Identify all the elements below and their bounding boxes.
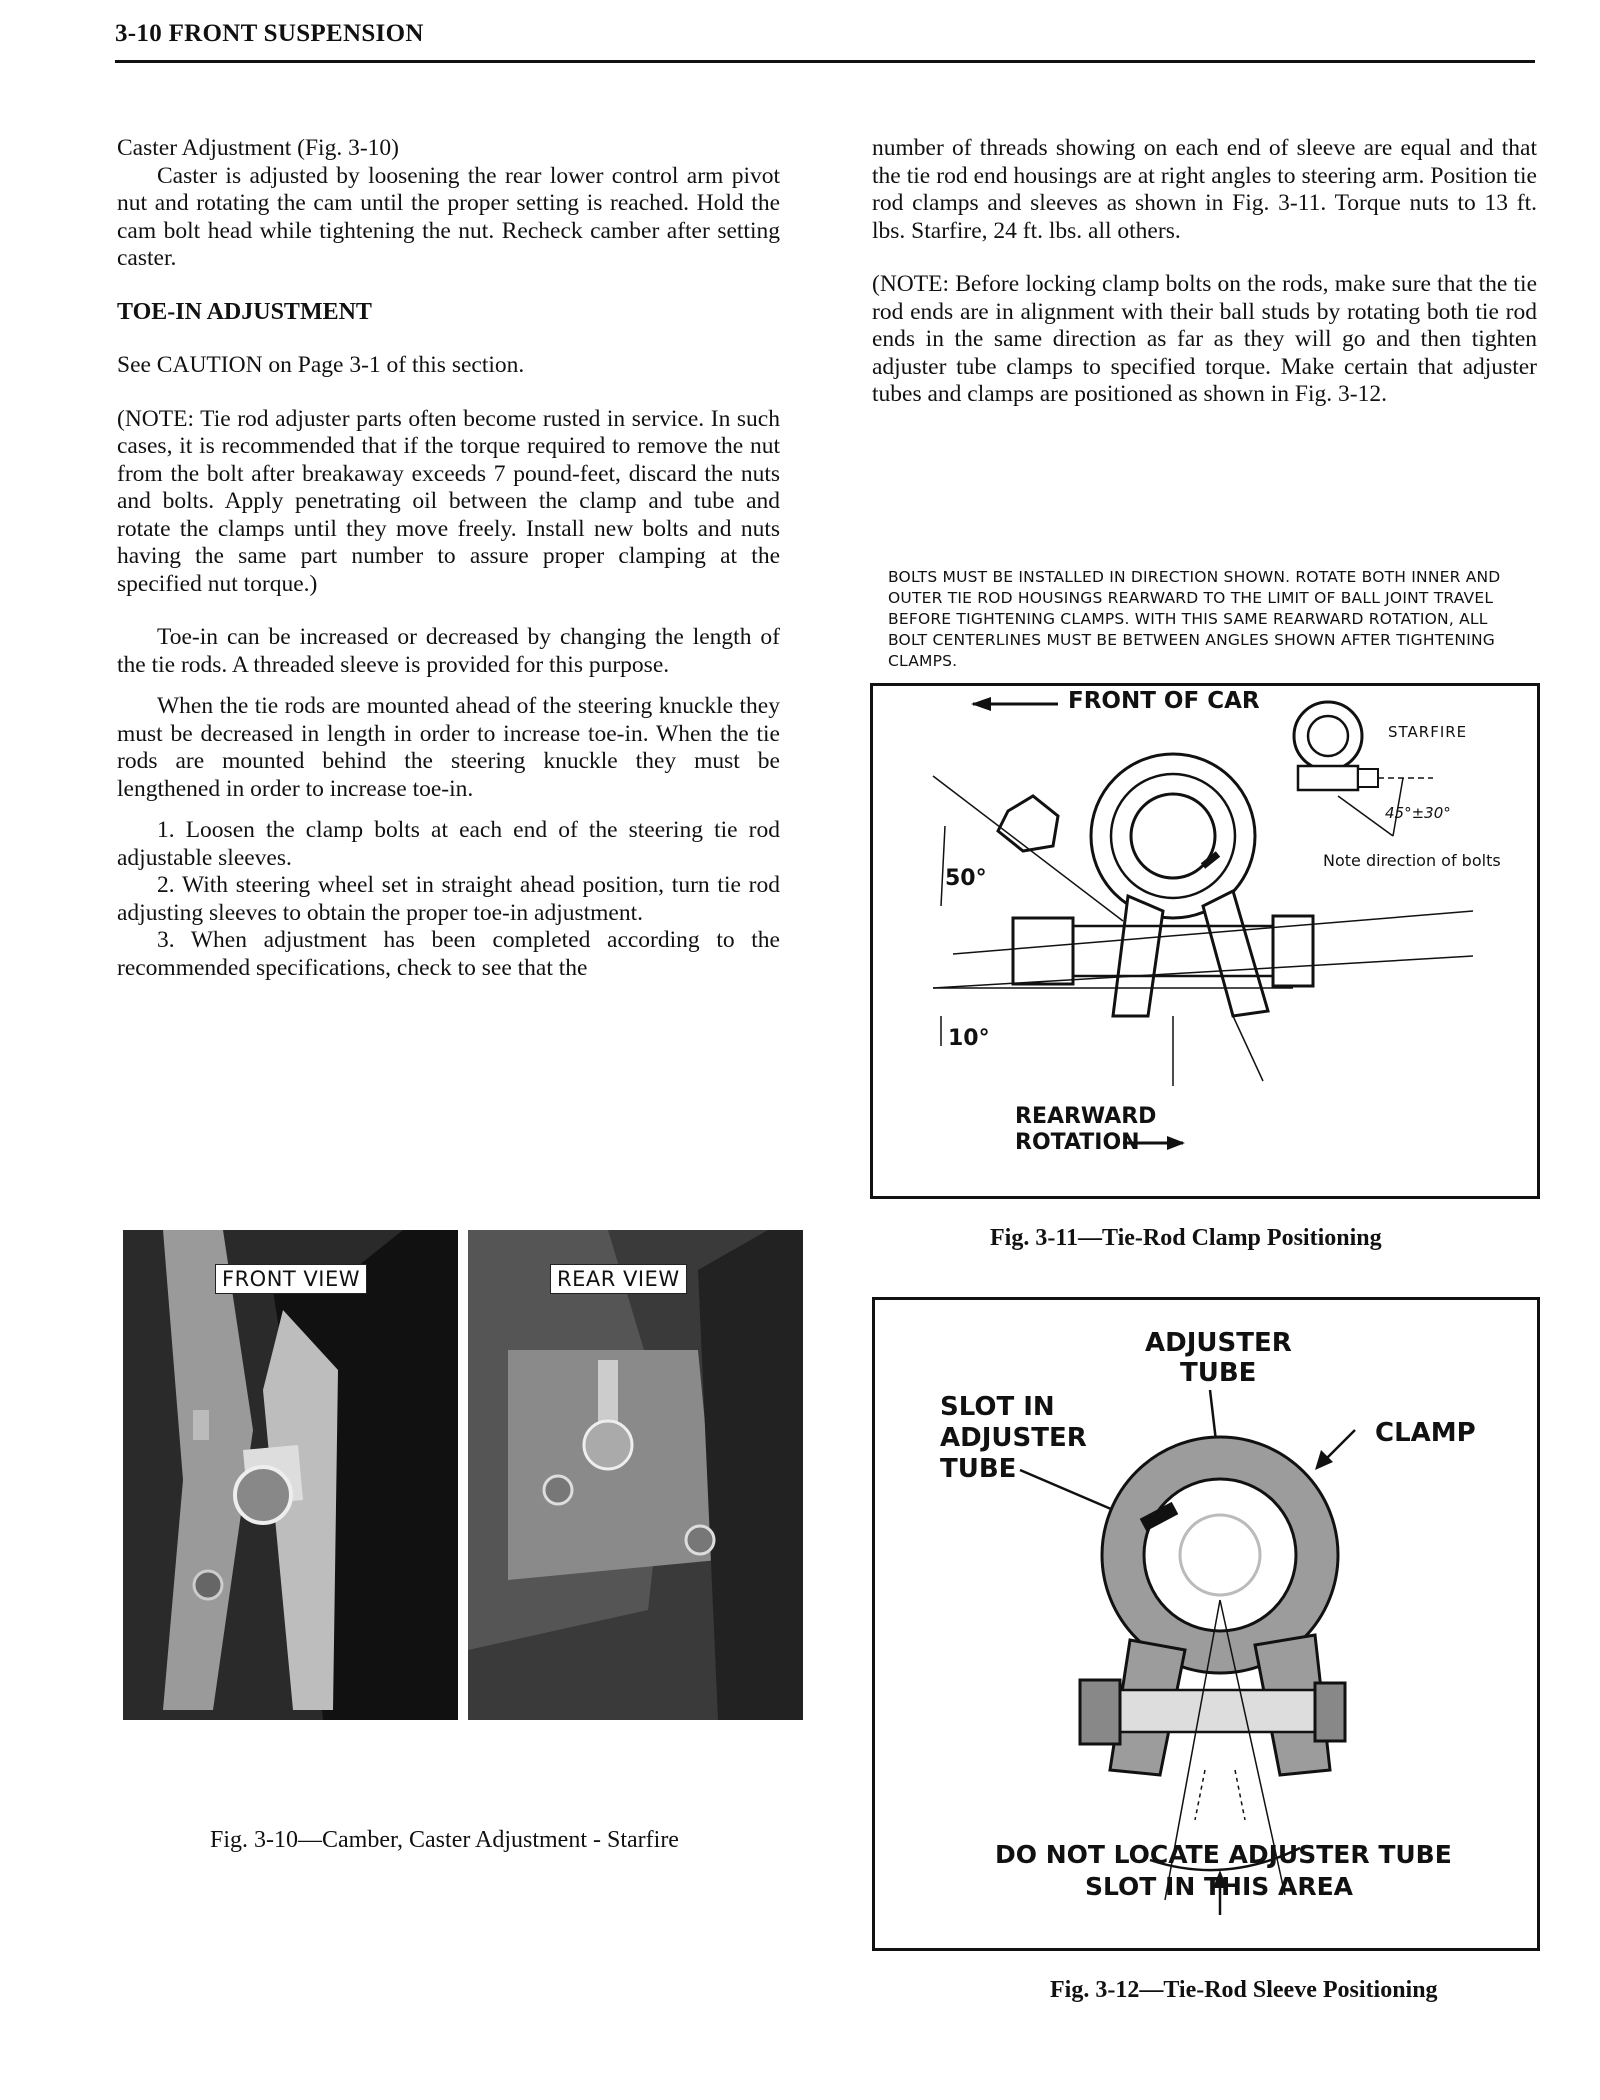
fig12-diagram [872, 1297, 1540, 1951]
front-view-label: FRONT VIEW [215, 1264, 367, 1294]
see-caution-text: See CAUTION on Page 3-1 of this section. [117, 352, 525, 378]
left-column [117, 135, 780, 982]
front-of-car-label: FRONT OF CAR [1068, 688, 1260, 714]
continued-text: number of threads showing on each end of sleeve are equal and that the tie rod end housings are at right angles to steering arm. Position tie rod clamps and sleeves as shown in Fig. 3-11. Torque nuts to 13 ft. lbs. Starfire, 24 ft. lbs. all others. [872, 135, 1537, 244]
toe-in-text-1: Toe-in can be increased or decreased by changing the length of the tie rods. A threaded sleeve is provided for this purpose. [117, 624, 780, 678]
slot-label-3: TUBE [940, 1454, 1017, 1484]
fig10-caption: Fig. 3-10—Camber, Caster Adjustment - Starfire [210, 1827, 679, 1853]
header-rule [115, 60, 1535, 63]
caster-text: Caster is adjusted by loosening the rear lower control arm pivot nut and rotating the cam until the proper setting is reached. Hold the cam bolt head while tightening the nut. Recheck camber after setting caster. [117, 162, 780, 271]
fig11-instruction-note: BOLTS MUST BE INSTALLED IN DIRECTION SHOWN. ROTATE BOTH INNER AND OUTER TIE ROD HOUSINGS REARWARD TO THE LIMIT OF BALL JOINT TRAVEL BEFORE TIGHTENING CLAMPS. WITH THIS SAME REARWARD ROTATION, ALL BOLT CENTERLINES MUST BE BETWEEN ANGLES SHOWN AFTER TIGHTENING CLAMPS. [888, 568, 1501, 670]
adjuster-tube-label-1: ADJUSTER [1145, 1328, 1292, 1358]
front-view-drawing [123, 1230, 458, 1720]
front-view-photo [123, 1230, 458, 1720]
rotation-label: ROTATION [1015, 1130, 1140, 1155]
angle-10-label: 10° [948, 1026, 990, 1051]
angle-50-label: 50° [945, 866, 987, 891]
do-not-locate-label-2: SLOT IN THIS AREA [1085, 1872, 1353, 1901]
slot-label-1: SLOT IN [940, 1392, 1055, 1422]
clamp-label: CLAMP [1375, 1418, 1476, 1448]
toe-in-heading: TOE-IN ADJUSTMENT [117, 298, 372, 325]
starfire-angle-label: 45°±30° [1385, 804, 1451, 822]
fig11-caption: Fig. 3-11—Tie-Rod Clamp Positioning [990, 1225, 1382, 1251]
fig12-caption: Fig. 3-12—Tie-Rod Sleeve Positioning [1050, 1977, 1438, 2003]
step-3: 3. When adjustment has been completed according to the recommended specifications, check to see that the [117, 927, 780, 981]
note-locking-clamp: (NOTE: Before locking clamp bolts on the rods, make sure that the tie rod ends are in alignment with their ball studs by rotating both tie rod ends in the same direction as far as they will go and then tighten adjuster tube clamps to specified torque. Make certain that adjuster tubes and clamps are positioned as shown in Fig. 3-12. [872, 271, 1537, 407]
step-2: 2. With steering wheel set in straight ahead position, turn tie rod adjusting sleeves to obtain the proper toe-in adjustment. [117, 872, 780, 926]
rear-view-photo [468, 1230, 803, 1720]
adjuster-tube-label-2: TUBE [1180, 1358, 1257, 1388]
do-not-locate-label-1: DO NOT LOCATE ADJUSTER TUBE [995, 1840, 1452, 1869]
rear-view-label: REAR VIEW [550, 1264, 687, 1294]
rearward-label: REARWARD [1015, 1104, 1157, 1129]
rear-view-drawing [468, 1230, 803, 1720]
note-direction-label: Note direction of bolts [1323, 851, 1501, 870]
caster-heading: Caster Adjustment (Fig. 3-10) [117, 135, 399, 161]
page-header: 3-10 FRONT SUSPENSION [115, 20, 424, 47]
step-1: 1. Loosen the clamp bolts at each end of the steering tie rod adjustable sleeves. [117, 817, 780, 871]
toe-in-text-2: When the tie rods are mounted ahead of the steering knuckle they must be decreased in length in order to increase toe-in. When the tie rods are mounted behind the steering knuckle they must be lengthened in order to increase toe-in. [117, 693, 780, 802]
right-column [872, 135, 1537, 409]
fig11-drawing [873, 686, 1537, 1196]
slot-label-2: ADJUSTER [940, 1423, 1087, 1453]
starfire-label: STARFIRE [1388, 723, 1468, 741]
fig11-diagram [870, 683, 1540, 1199]
note-rusted-parts: (NOTE: Tie rod adjuster parts often become rusted in service. In such cases, it is recommended that if the torque required to remove the nut from the bolt after breakaway exceeds 7 pound-feet, discard the nuts and bolts. Apply penetrating oil between the clamp and tube and rotate the clamps until they move freely. Install new bolts and nuts having the same part number to assure proper clamping at the specified nut torque.) [117, 405, 780, 597]
